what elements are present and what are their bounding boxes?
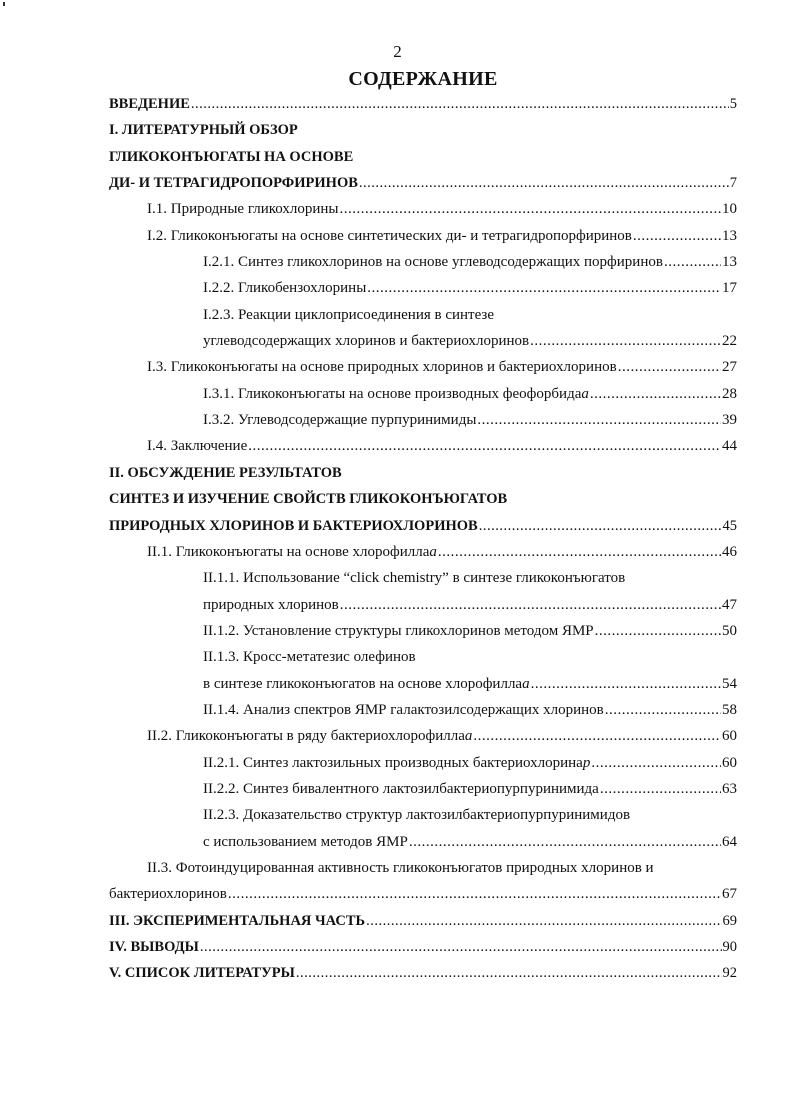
dot-leader xyxy=(479,513,722,539)
toc-entry xyxy=(109,460,737,486)
toc-entry-text: с использованием методов ЯМР xyxy=(203,833,408,850)
toc-entry-italic-symbol: a xyxy=(581,385,589,402)
toc-entry xyxy=(109,433,737,459)
toc-entry-italic-symbol: p xyxy=(582,754,591,771)
toc-entry-page-number: 22 xyxy=(722,333,737,350)
toc-entry-text: бактериохлоринов xyxy=(109,886,227,903)
toc-entry-text: I.2.1. Синтез гликохлоринов на основе углеводсодержащих порфиринов xyxy=(203,254,663,271)
toc-entry-page-number: 58 xyxy=(722,701,737,718)
toc-entry-text: II.2. Гликоконъюгаты в ряду бактериохлорофилла xyxy=(147,728,465,745)
toc-entry-text: ГЛИКОКОНЪЮГАТЫ НА ОСНОВЕ xyxy=(109,148,354,165)
dot-leader xyxy=(477,407,721,433)
toc-entry xyxy=(109,776,737,802)
toc-entry xyxy=(109,881,737,907)
toc-entry-text: IV. ВЫВОДЫ xyxy=(109,939,199,955)
toc-entry xyxy=(109,381,737,407)
toc-entry xyxy=(109,196,737,222)
toc-entry-text: II.1.2. Установление структуры гликохлоринов методом ЯМР xyxy=(203,622,594,639)
toc-entry xyxy=(109,934,737,960)
toc-entry-page-number: 64 xyxy=(722,833,737,850)
toc-entry-text: II.2.2. Синтез бивалентного лактозилбактериопурпуринимида xyxy=(203,780,599,797)
toc-entry xyxy=(109,565,737,591)
toc-entry-page-number: 5 xyxy=(729,96,737,112)
dot-leader xyxy=(248,433,721,459)
toc-entry-page-number: 46 xyxy=(722,543,737,560)
page-title: СОДЕРЖАНИЕ xyxy=(348,68,498,90)
toc-entry-text: природных хлоринов xyxy=(203,596,339,613)
toc-entry-page-number: 39 xyxy=(722,412,737,429)
toc-entry-page-number: 60 xyxy=(722,728,737,745)
toc-entry-text: III. ЭКСПЕРИМЕНТАЛЬНАЯ ЧАСТЬ xyxy=(109,912,366,929)
toc-entry-text: в синтезе гликоконъюгатов на основе хлорофилла xyxy=(203,675,523,692)
toc-entry-text: II.3. Фотоиндуцированная активность гликоконъюгатов природных хлоринов и xyxy=(147,859,654,876)
toc-entry xyxy=(109,407,737,433)
toc-entry xyxy=(109,644,737,670)
toc-entry-text: II.2.3. Доказательство структур лактозилбактериопурпуринимидов xyxy=(203,807,631,824)
dot-leader xyxy=(595,618,721,644)
toc-entry xyxy=(109,513,737,539)
dot-leader xyxy=(296,960,722,986)
dot-leader xyxy=(473,723,721,749)
toc-entry-page-number: 69 xyxy=(722,912,737,929)
toc-entry xyxy=(109,486,737,512)
toc-entry-page-number: 28 xyxy=(722,385,737,402)
toc-entry-page-number: 7 xyxy=(729,175,737,192)
toc-entry-text: II.1.3. Кросс-метатезис олефинов xyxy=(203,649,416,666)
toc-entry xyxy=(109,144,737,170)
dot-leader xyxy=(366,908,721,934)
toc-entry-text: ВВЕДЕНИЕ xyxy=(109,96,190,112)
toc-entry xyxy=(109,723,737,749)
toc-entry-text: I.2. Гликоконъюгаты на основе синтетических ди- и тетрагидропорфиринов xyxy=(147,227,632,244)
dot-leader xyxy=(409,829,721,855)
toc-entry-text: II.1. Гликоконъюгаты на основе хлорофилла xyxy=(147,543,430,560)
dot-leader xyxy=(340,592,721,618)
toc-entry-page-number: 67 xyxy=(722,886,737,903)
toc-entry-text: СИНТЕЗ И ИЗУЧЕНИЕ СВОЙСТВ ГЛИКОКОНЪЮГАТОВ xyxy=(109,491,508,508)
toc-entry xyxy=(109,671,737,697)
toc-entry xyxy=(109,539,737,565)
toc-entry xyxy=(109,960,737,986)
toc-entry-page-number: 90 xyxy=(722,939,737,955)
toc-entry xyxy=(109,117,737,143)
scan-artifact-mark xyxy=(3,2,5,6)
toc-entry-italic-symbol: a xyxy=(429,543,437,560)
toc-entry-page-number: 17 xyxy=(722,280,737,297)
toc-entry xyxy=(109,275,737,301)
toc-entry-text: V. СПИСОК ЛИТЕРАТУРЫ xyxy=(109,965,295,982)
toc-entry-text: I.2.3. Реакции циклоприсоединения в синтезе xyxy=(203,306,495,323)
toc-entry xyxy=(109,802,737,828)
dot-leader xyxy=(590,381,721,407)
toc-entry-page-number: 54 xyxy=(722,675,737,692)
toc-entry xyxy=(109,908,737,934)
toc-entry-page-number: 50 xyxy=(722,622,737,639)
toc-entry xyxy=(109,592,737,618)
dot-leader xyxy=(359,170,729,196)
toc-entry-text: углеводсодержащих хлоринов и бактериохлоринов xyxy=(203,333,530,350)
dot-leader xyxy=(605,697,721,723)
toc-entry-page-number: 27 xyxy=(722,359,737,376)
toc-entry xyxy=(109,829,737,855)
dot-leader xyxy=(191,91,729,117)
dot-leader xyxy=(530,328,721,354)
toc-entry-text: II.2.1. Синтез лактозильных производных бактериохлорина xyxy=(203,754,583,771)
toc-entry-page-number: 45 xyxy=(722,517,737,534)
toc-entry-page-number: 10 xyxy=(722,201,737,218)
toc-entry xyxy=(109,750,737,776)
dot-leader xyxy=(367,275,721,301)
toc-entry-page-number: 13 xyxy=(722,254,737,271)
toc-entry xyxy=(109,302,737,328)
toc-entry-text: I.3.1. Гликоконъюгаты на основе производных феофорбида xyxy=(203,385,582,402)
toc-entry xyxy=(109,170,737,196)
dot-leader xyxy=(618,354,721,380)
toc-entry xyxy=(109,91,737,117)
page-number: 2 xyxy=(393,42,402,61)
dot-leader xyxy=(340,196,722,222)
toc-entry-text: I.1. Природные гликохлорины xyxy=(147,201,339,218)
toc-entry xyxy=(109,223,737,249)
toc-entry-text: II. ОБСУЖДЕНИЕ РЕЗУЛЬТАТОВ xyxy=(109,464,342,481)
dot-leader xyxy=(633,223,721,249)
toc-entry-text: I. ЛИТЕРАТУРНЫЙ ОБЗОР xyxy=(109,122,298,139)
toc-entry-page-number: 60 xyxy=(722,754,737,771)
toc-entry-text: I.3. Гликоконъюгаты на основе природных хлоринов и бактериохлоринов xyxy=(147,359,617,376)
toc-entry-text: I.2.2. Гликобензохлорины xyxy=(203,280,367,297)
toc-entry xyxy=(109,328,737,354)
toc-entry-text: I.3.2. Углеводсодержащие пурпуринимиды xyxy=(203,412,477,429)
toc-entry-page-number: 92 xyxy=(722,965,737,982)
table-of-contents xyxy=(109,91,737,987)
toc-entry-page-number: 13 xyxy=(722,227,737,244)
toc-entry xyxy=(109,354,737,380)
toc-entry xyxy=(109,618,737,644)
toc-entry-text: ДИ- И ТЕТРАГИДРОПОРФИРИНОВ xyxy=(109,175,358,192)
toc-entry-italic-symbol: a xyxy=(522,675,530,692)
dot-leader xyxy=(200,934,722,960)
toc-entry-text: II.1.4. Анализ спектров ЯМР галактозилсодержащих хлоринов xyxy=(203,701,604,718)
dot-leader xyxy=(600,776,721,802)
dot-leader xyxy=(664,249,721,275)
toc-entry-text: ПРИРОДНЫХ ХЛОРИНОВ И БАКТЕРИОХЛОРИНОВ xyxy=(109,517,478,534)
dot-leader xyxy=(591,750,721,776)
toc-entry-page-number: 63 xyxy=(722,780,737,797)
toc-entry xyxy=(109,249,737,275)
dot-leader xyxy=(228,881,721,907)
toc-entry-text: II.1.1. Использование “click chemistry” в синтезе гликоконъюгатов xyxy=(203,570,626,587)
toc-entry xyxy=(109,697,737,723)
toc-entry-text: I.4. Заключение xyxy=(147,438,248,455)
toc-entry-page-number: 44 xyxy=(722,438,737,455)
dot-leader xyxy=(438,539,721,565)
toc-entry-page-number: 47 xyxy=(722,596,737,613)
toc-entry-italic-symbol: a xyxy=(464,728,473,745)
dot-leader xyxy=(531,671,721,697)
toc-entry xyxy=(109,855,737,881)
